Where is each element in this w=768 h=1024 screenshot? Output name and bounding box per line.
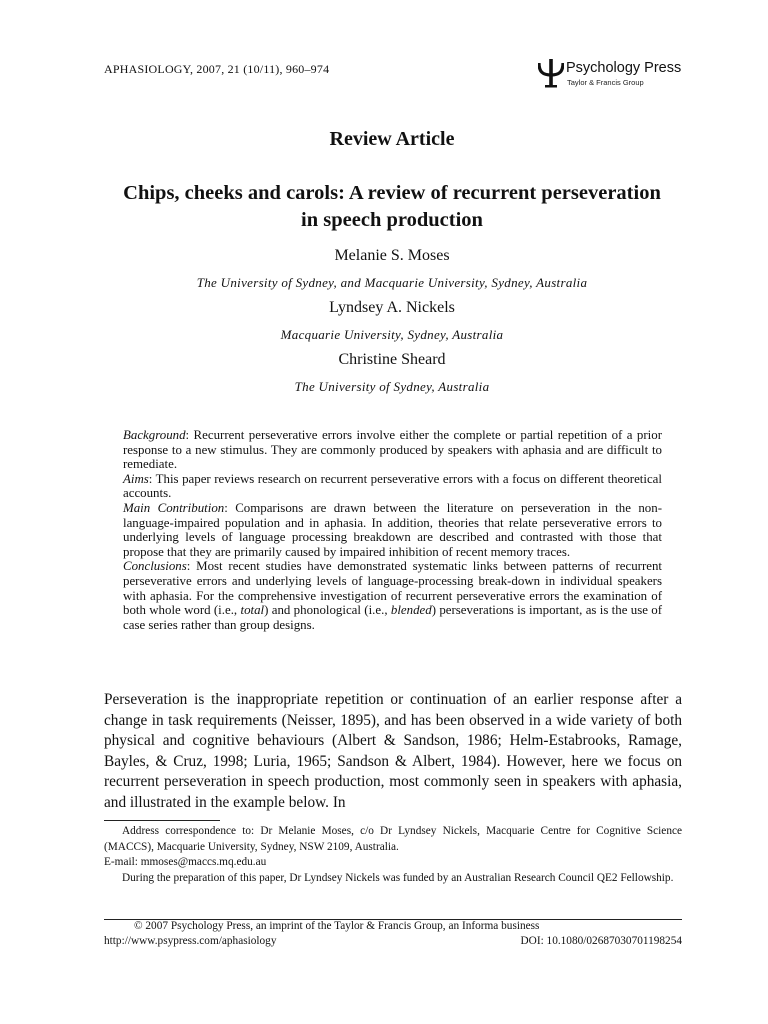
body-paragraph: Perseveration is the inappropriate repetition or continuation of an earlier response after a change in task requirements (Neisser, 1895), and has been observed in a wide variety of both physical and cognitive behaviours (Albert & Sandson, 1986; Helm-Estabrooks, Ramage, Bayles, & Cruz, 1998; Luria, 1965; Sandson & Albert, 1984). However, here we focus on recurrent perseveration in speech production, most commonly seen in speakers with aphasia, and illustrated in the example below. In [104,691,682,811]
abstract-background [123,428,662,472]
article-type: Review Article [329,128,455,150]
psi-logo-icon [538,58,564,88]
abstract-label: Conclusions [123,559,187,574]
abstract-text: : Most recent studies have demonstrated systematic links between patterns of recurrent perseverative errors and underlying levels of language-processing break-down in individual speakers with aphasia. For the comprehensive investigation of recurrent perseverative errors the examination of both whole word (i.e., [123,559,662,618]
abstract-emphasis: total [240,603,265,618]
abstract-label: Background [123,428,186,442]
abstract-text: ) and phonological (i.e., [264,603,391,618]
abstract-label: Main Contribution [123,500,225,515]
abstract-text: ) perseverations is important, as is the use of case series rather than group designs. [123,603,662,632]
copyright-notice: © 2007 Psychology Press, an imprint of the Taylor & Francis Group, an Informa business [134,920,540,932]
footnote-address: Address correspondence to: Dr Melanie Moses, c/o Dr Lyndsey Nickels, Macquarie Centre for Cognitive Science (MACCS), Macquarie University, Sydney, NSW 2109, Australia. [104,825,682,853]
abstract-text: : Recurrent perseverative errors involve either the complete or partial repetition of a prior response to a new stimulus. They are commonly produced by speakers with aphasia and are difficult to remediate. [123,428,662,472]
footnote-divider [104,820,220,821]
abstract-emphasis: blended [390,603,432,618]
abstract-aims [123,472,662,501]
title-line: in speech production [301,209,483,231]
title-line: Chips, cheeks and carols: A review of recurrent perseveration [123,182,661,204]
author-affiliation: Macquarie University, Sydney, Australia [280,327,504,342]
abstract-text: : This paper reviews research on recurrent perseverative errors with a focus on different theoretical accounts. [123,471,662,501]
article-title [100,180,684,234]
footnote-email: E-mail: mmoses@maccs.mq.edu.au [104,856,267,869]
author-affiliation: The University of Sydney, Australia [294,379,490,394]
doi-text: DOI: 10.1080/02687030701198254 [520,935,682,947]
publisher-logo [538,58,688,90]
publisher-group: Taylor & Francis Group [567,78,644,87]
abstract-contribution [123,501,662,559]
author-name: Christine Sheard [338,351,446,368]
publisher-name: Psychology Press [566,60,682,76]
journal-url-link[interactable]: http://www.psypress.com/aphasiology [104,935,277,947]
abstract-label: Aims [123,471,149,486]
author-name: Melanie S. Moses [334,247,450,264]
abstract-conclusions [123,559,662,632]
running-head: APHASIOLOGY, 2007, 21 (10/11), 960–974 [104,62,330,76]
abstract [123,428,662,632]
footnote-funding: During the preparation of this paper, Dr Lyndsey Nickels was funded by an Australian Research Council QE2 Fellowship. [122,871,674,884]
footnotes [104,824,682,886]
author-affiliation: The University of Sydney, and Macquarie University, Sydney, Australia [196,275,588,290]
abstract-text: : Comparisons are drawn between the literature on perseveration in the non-language-impaired population and in aphasia. In addition, theories that relate perseverative errors to underlying levels of language processing breakdown are described and contrasted with those that propose that they are primarily caused by impaired inhibition of recent memory traces. [123,500,662,559]
author-name: Lyndsey A. Nickels [329,299,455,316]
